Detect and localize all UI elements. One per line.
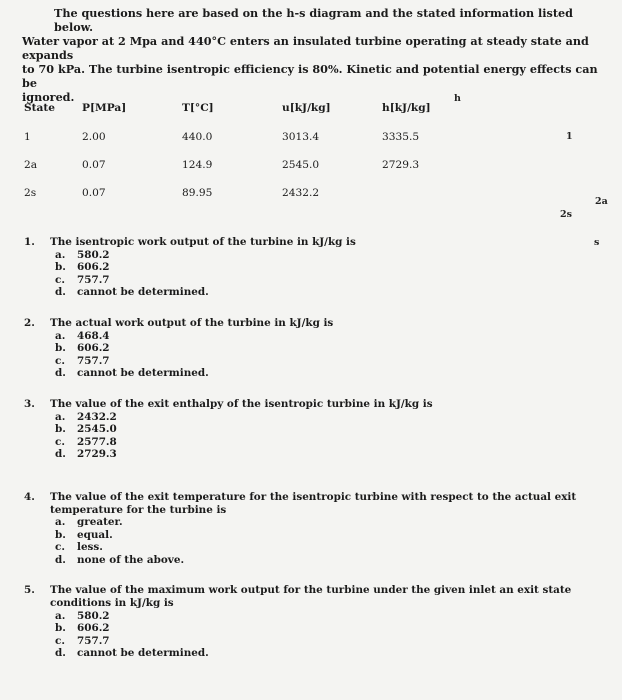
- cell-temperature: 89.95: [182, 187, 213, 199]
- cell-temperature: 124.9: [182, 159, 213, 171]
- option-d[interactable]: d. cannot be determined.: [55, 286, 209, 299]
- question-number: 5.: [24, 584, 35, 597]
- header-internal-energy: u[kJ/kg]: [282, 102, 331, 114]
- cell-state: 2s: [24, 187, 37, 199]
- option-list: [50, 516, 584, 566]
- option-c[interactable]: c. 757.7: [55, 273, 110, 286]
- option-b[interactable]: b. equal.: [55, 528, 113, 541]
- option-list: [50, 330, 584, 380]
- option-b[interactable]: b. 606.2: [55, 622, 110, 635]
- intro-line-4: ignored.: [22, 90, 75, 104]
- cell-enthalpy: 3335.5: [382, 131, 420, 143]
- cell-pressure: 2.00: [82, 131, 106, 143]
- option-d[interactable]: d. 2729.3: [55, 448, 117, 461]
- option-d[interactable]: d. cannot be determined.: [55, 647, 209, 660]
- option-b[interactable]: b. 606.2: [55, 261, 110, 274]
- header-enthalpy: h[kJ/kg]: [382, 102, 431, 114]
- option-a[interactable]: a. greater.: [55, 516, 123, 529]
- cell-state: 2a: [24, 159, 38, 171]
- intro-line-1: The questions here are based on the h-s diagram and the stated information listed below.: [54, 6, 573, 34]
- cell-pressure: 0.07: [82, 187, 106, 199]
- cell-enthalpy: 2729.3: [382, 159, 420, 171]
- question-text: The actual work output of the turbine in kJ/kg is: [50, 316, 334, 329]
- option-d[interactable]: d. none of the above.: [55, 553, 185, 566]
- cell-internal-energy: 2545.0: [282, 159, 320, 171]
- question-number: 3.: [24, 397, 35, 410]
- state-2a-label: 2a: [595, 196, 608, 207]
- question-3: [24, 398, 584, 461]
- question-text: The value of the exit temperature for the isentropic turbine with respect to the actual exit temperature for the turbine is: [50, 490, 577, 516]
- intro-line-3: to 70 kPa. The turbine isentropic efficiency is 80%. Kinetic and potential energy effects can be: [22, 62, 598, 90]
- question-2: [24, 317, 584, 380]
- cell-temperature: 440.0: [182, 131, 213, 143]
- question-5: [24, 584, 584, 660]
- question-number: 4.: [24, 490, 35, 503]
- cell-internal-energy: 3013.4: [282, 131, 320, 143]
- question-text: The value of the exit enthalpy of the isentropic turbine in kJ/kg is: [50, 397, 433, 410]
- option-list: [50, 610, 584, 660]
- question-1: [24, 236, 584, 299]
- cell-pressure: 0.07: [82, 159, 106, 171]
- question-list: [24, 236, 584, 660]
- option-c[interactable]: c. 757.7: [55, 354, 110, 367]
- option-c[interactable]: c. less.: [55, 541, 103, 554]
- header-temperature: T[°C]: [182, 102, 214, 114]
- state-1-label: 1: [566, 131, 573, 142]
- option-c[interactable]: c. 757.7: [55, 634, 110, 647]
- option-a[interactable]: a. 468.4: [55, 329, 110, 342]
- option-b[interactable]: b. 606.2: [55, 342, 110, 355]
- header-pressure: P[MPa]: [82, 102, 127, 114]
- option-a[interactable]: a. 580.2: [55, 609, 110, 622]
- question-text: The value of the maximum work output for the turbine under the given inlet an exit state conditions in kJ/kg is: [50, 584, 572, 610]
- cell-state: 1: [24, 131, 31, 143]
- intro-line-2: Water vapor at 2 Mpa and 440°C enters an insulated turbine operating at steady state and expands: [22, 34, 589, 62]
- question-4: [24, 491, 584, 567]
- option-a[interactable]: a. 2432.2: [55, 410, 117, 423]
- question-number: 1.: [24, 236, 35, 248]
- h-axis-label: h: [454, 93, 461, 104]
- header-state: State: [24, 102, 56, 114]
- option-list: [50, 249, 584, 299]
- option-b[interactable]: b. 2545.0: [55, 423, 117, 436]
- question-text: The isentropic work output of the turbine in kJ/kg is: [50, 236, 356, 248]
- question-number: 2.: [24, 316, 35, 329]
- s-axis-label: s: [594, 237, 600, 248]
- cell-internal-energy: 2432.2: [282, 187, 320, 199]
- option-list: [50, 411, 584, 461]
- option-a[interactable]: a. 580.2: [55, 248, 110, 261]
- option-c[interactable]: c. 2577.8: [55, 435, 117, 448]
- state-2s-label: 2s: [560, 209, 572, 220]
- option-d[interactable]: d. cannot be determined.: [55, 367, 209, 380]
- hs-diagram: [0, 0, 622, 260]
